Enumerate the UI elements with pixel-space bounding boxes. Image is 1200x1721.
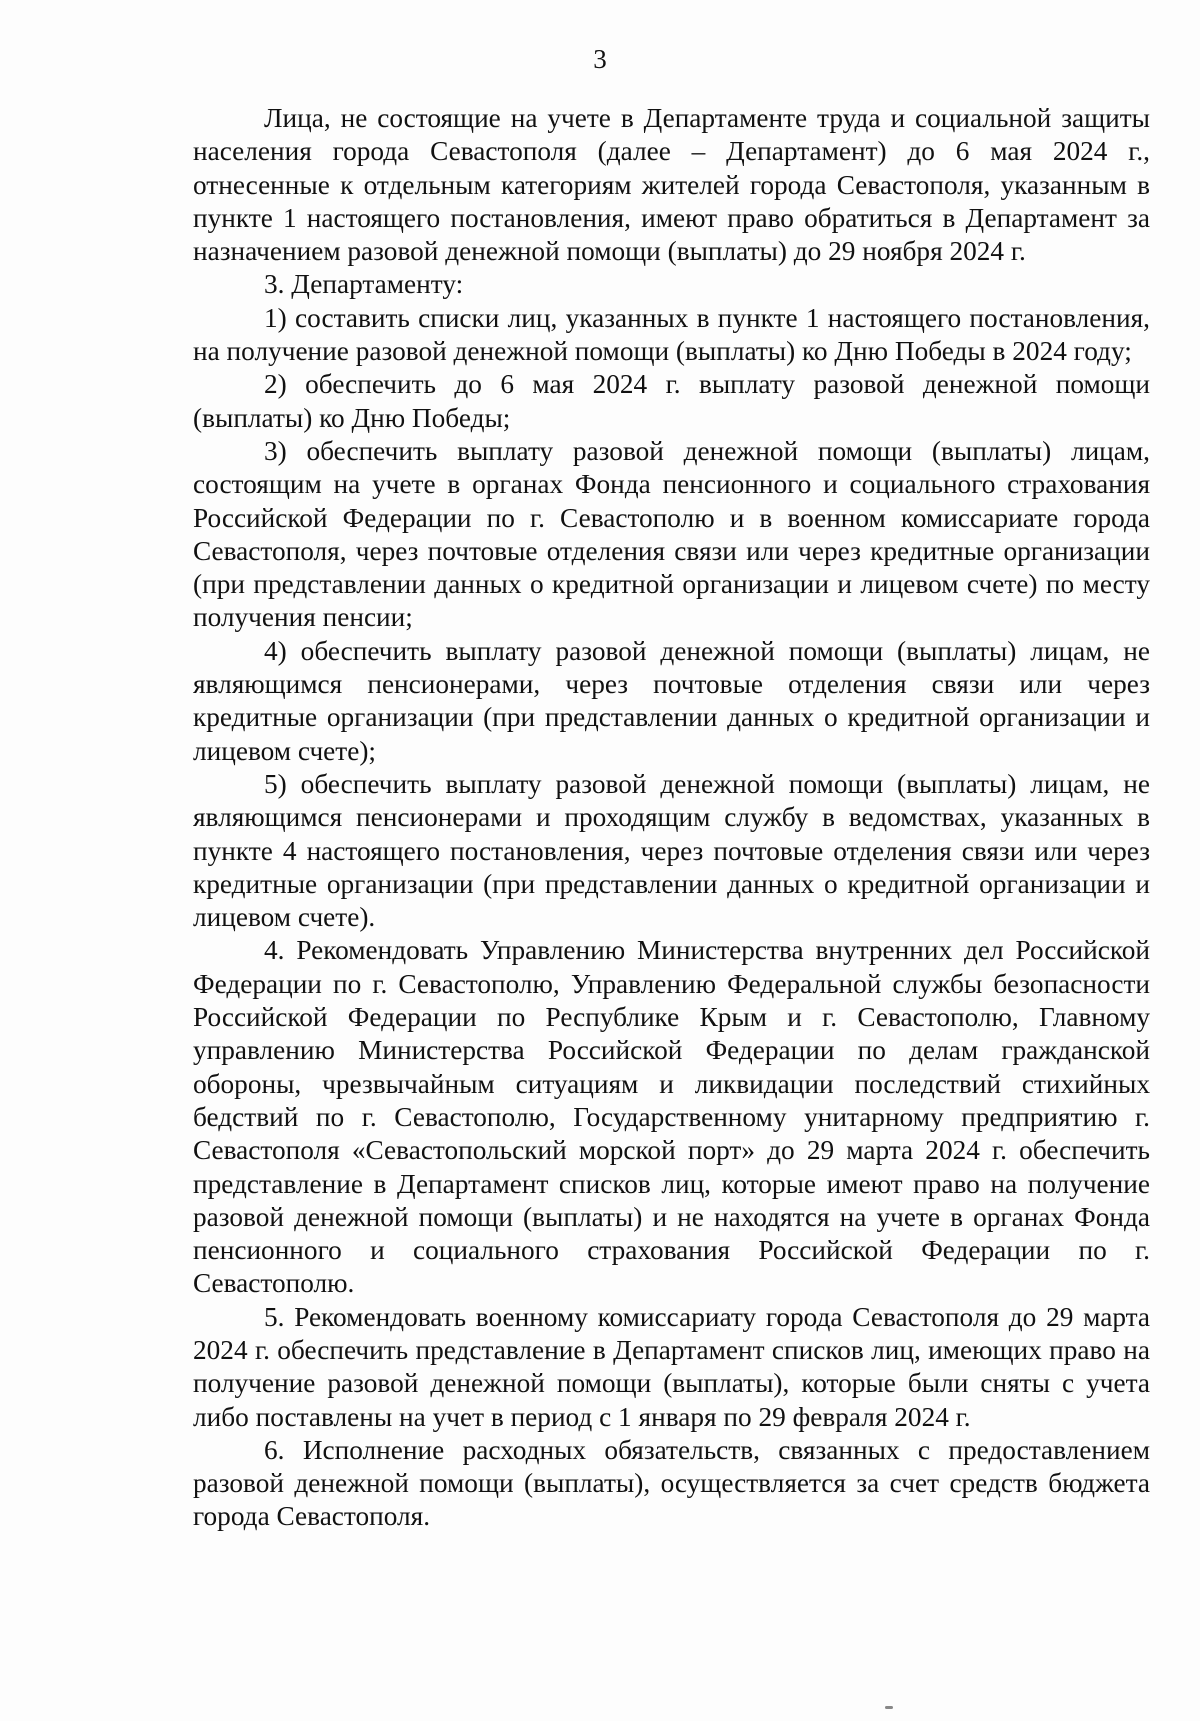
paragraph-item-5: 5. Рекомендовать военному комиссариату города Севастополя до 29 марта 2024 г. обеспечить представление в Департамент списков лиц, имеющих право на получение разовой денежной помощи (выплаты), которые были сняты с учета либо поставлены на учет в период с 1 января по 29 февраля 2024 г.	[193, 1301, 1150, 1432]
paragraph-item-3-1: 1) составить списки лиц, указанных в пункте 1 настоящего постановления, на получение разовой денежной помощи (выплаты) ко Дню Победы в 2024 году;	[193, 302, 1150, 367]
paragraph-item-4: 4. Рекомендовать Управлению Министерства внутренних дел Российской Федерации по г. Севастополю, Управлению Федеральной службы безопасности Российской Федерации по Республике Крым и г. Севастополю, Главному управлению Министерства Российской Федерации по делам гражданской обороны, чрезвычайным ситуациям и ликвидации последствий стихийных бедствий по г. Севастополю, Государственному унитарному предприятию г. Севастополя «Севастопольский морской порт» до 29 марта 2024 г. обеспечить представление в Департамент списков лиц, которые имеют право на получение разовой денежной помощи (выплаты) и не находятся на учете в органах Фонда пенсионного и социального страхования Российской Федерации по г. Севастополю.	[193, 935, 1150, 1299]
paragraph-item-3-4: 4) обеспечить выплату разовой денежной помощи (выплаты) лицам, не являющимся пенсионерами, через почтовые отделения связи или через кредитные организации (при представлении данных о кредитной организации и лицевом счете);	[193, 635, 1150, 766]
document-body	[193, 102, 1150, 1534]
paragraph-item-6: 6. Исполнение расходных обязательств, связанных с предоставлением разовой денежной помощи (выплаты), осуществляется за счет средств бюджета города Севастополя.	[193, 1434, 1150, 1532]
paragraph-item-3-5: 5) обеспечить выплату разовой денежной помощи (выплаты) лицам, не являющимся пенсионерами и проходящим службу в ведомствах, указанных в пункте 4 настоящего постановления, через почтовые отделения связи или через кредитные организации (при представлении данных о кредитной организации и лицевом счете).	[193, 768, 1150, 933]
paragraph-item-3-heading: 3. Департаменту:	[264, 269, 464, 300]
paragraph-unregistered-persons: Лица, не состоящие на учете в Департаменте труда и социальной защиты населения города Севастополя (далее – Департамент) до 6 мая 2024 г., отнесенные к отдельным категориям жителей города Севастополя, указанным в пункте 1 настоящего постановления, имеют право обратиться в Департамент за назначением разовой денежной помощи (выплаты) до 29 ноября 2024 г.	[193, 103, 1150, 267]
paragraph-item-3-2: 2) обеспечить до 6 мая 2024 г. выплату разовой денежной помощи (выплаты) ко Дню Победы;	[193, 369, 1150, 433]
scan-artifact	[885, 1706, 893, 1709]
page-number: 3	[593, 44, 607, 74]
paragraph-item-3-3: 3) обеспечить выплату разовой денежной помощи (выплаты) лицам, состоящим на учете в органах Фонда пенсионного и социального страхования Российской Федерации по г. Севастополю и в военном комиссариате города Севастополя, через почтовые отделения связи или через кредитные организации (при представлении данных о кредитной организации и лицевом счете) по месту получения пенсии;	[193, 435, 1150, 633]
